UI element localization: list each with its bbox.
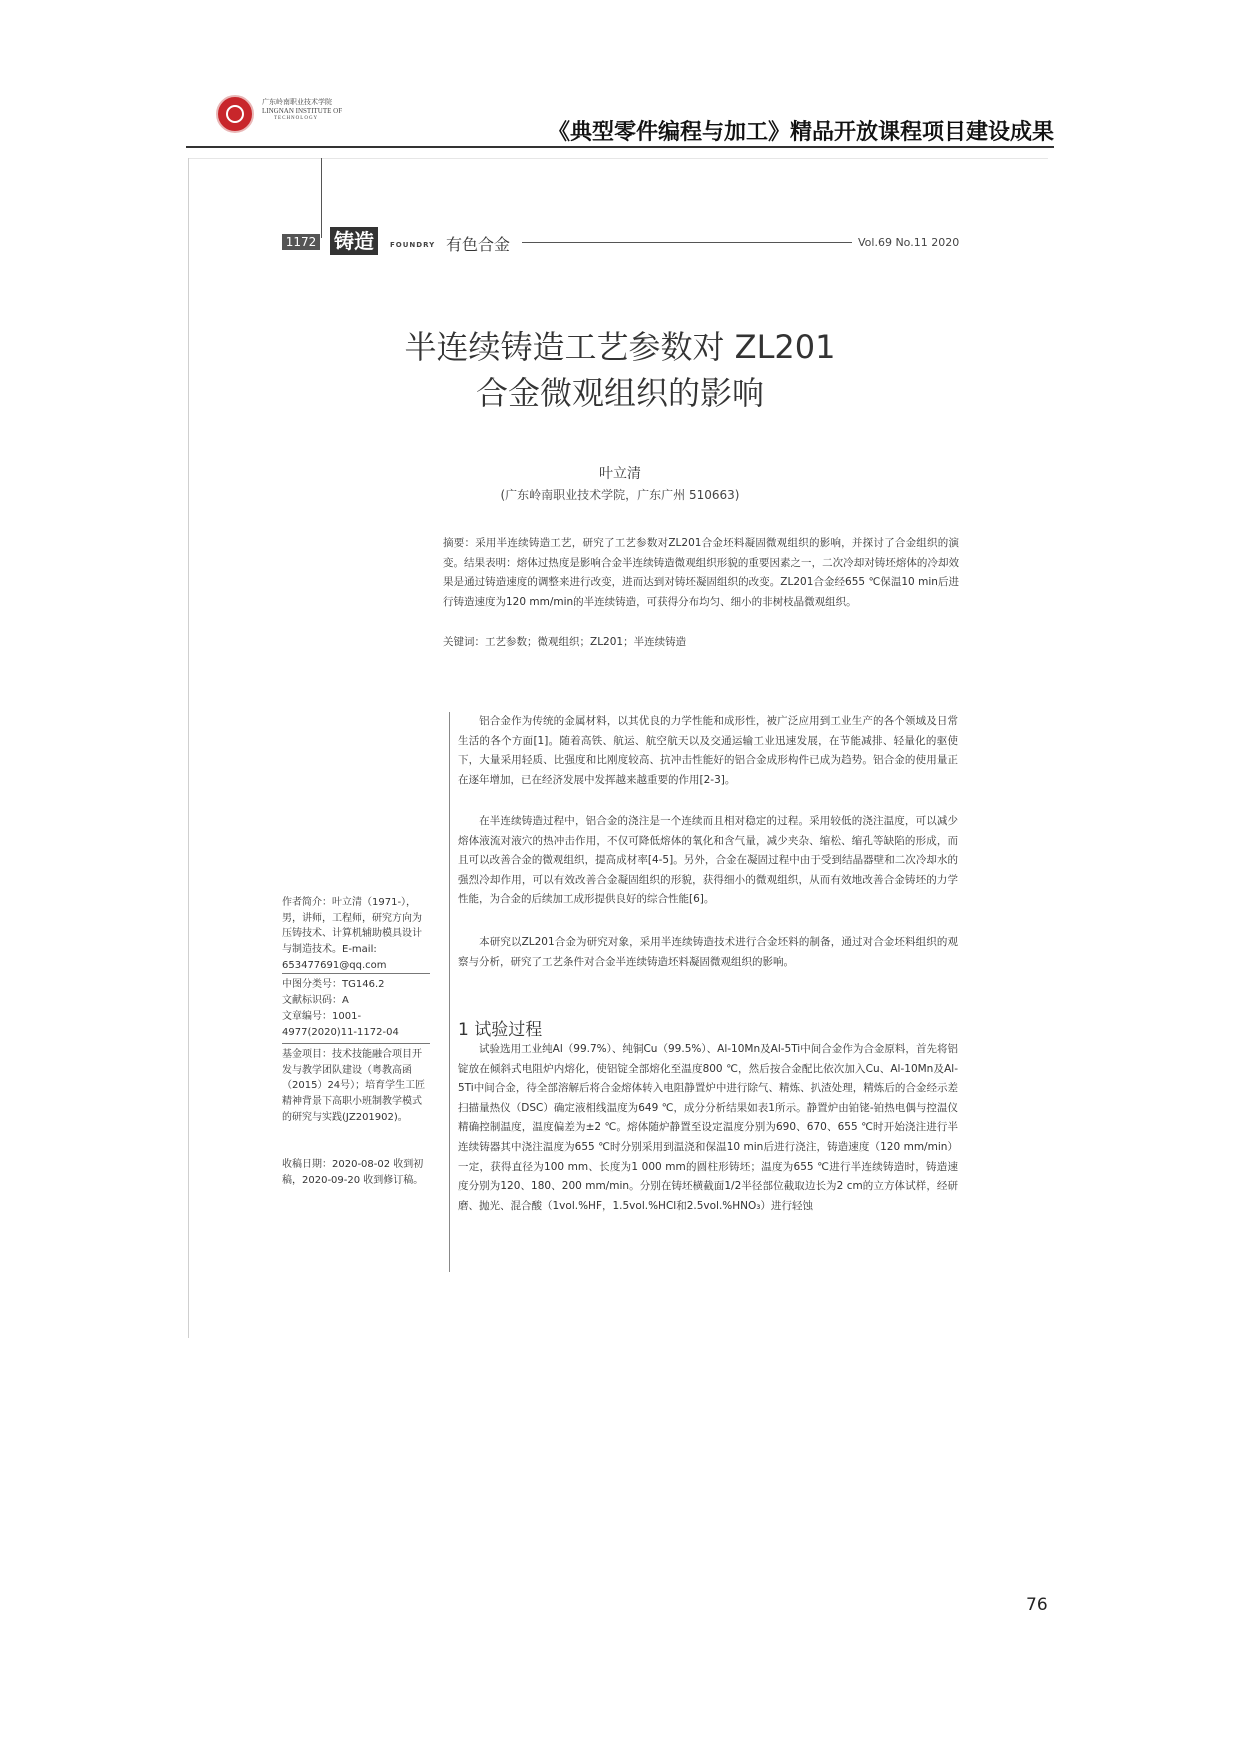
scan-border-left xyxy=(188,158,189,1338)
document-code: 文献标识码：A xyxy=(282,995,349,1006)
logo-english-name: LINGNAN INSTITUTE OF xyxy=(262,107,343,115)
article-abstract: 摘要：采用半连续铸造工艺，研究了工艺参数对ZL201合金坯料凝固微观组织的影响，并探讨了合金组织的演变。结果表明：熔体过热度是影响合金半连续铸造微观组织形貌的重要因素之一，二次冷却对铸坯熔体的冷却效果是通过铸造速度的调整来进行改变，进而达到对铸坯凝固组织的改变。ZL201合金经655 ℃保温10 min后进行铸造速度为120 mm/min的半连续铸造，可获得分布均匀、细小的非树枝晶微观组织。 xyxy=(443,537,959,608)
column-divider xyxy=(449,712,450,1272)
sidebar-divider-1 xyxy=(282,973,430,974)
institute-seal-icon xyxy=(216,95,254,133)
body-paragraph-2-text: 在半连续铸造过程中，铝合金的浇注是一个连续而且相对稳定的过程。采用较低的浇注温度，可以减少熔体液流对液穴的热冲击作用，不仅可降低熔体的氧化和含气量，减少夹杂、缩松、缩孔等缺陷的形成，而且可以改善合金的微观组织，提高成材率[4-5]。另外，合金在凝固过程中由于受到结晶器壁和二次冷却水的强烈冷却作用，可以有效改善合金凝固组织的形貌，获得细小的微观组织，从而有效地改善合金铸坯的力学性能，为合金的后续加工成形提供良好的综合性能[6]。 xyxy=(458,815,958,906)
fund-project: 基金项目：技术技能融合项目开发与教学团队建设（粤教高函（2015）24号）；培育学生工匠精神背景下高职小班制教学模式的研究与实践(JZ201902)。 xyxy=(282,1049,426,1123)
logo-english-name-2: TECHNOLOGY xyxy=(274,116,319,121)
institute-logo xyxy=(216,95,356,137)
body-paragraph-3 xyxy=(458,933,958,972)
article-number: 文章编号：1001-4977(2020)11-1172-04 xyxy=(282,1011,399,1038)
classification-number: 中图分类号：TG146.2 xyxy=(282,979,385,990)
sidebar-divider-2 xyxy=(282,1043,430,1044)
crop-mark xyxy=(321,158,322,238)
course-title: 《典型零件编程与加工》精品开放课程项目建设成果 xyxy=(547,120,1054,145)
journal-name-cn: 铸造 xyxy=(330,227,378,255)
body-paragraph-4 xyxy=(458,1040,958,1216)
body-paragraph-3-text: 本研究以ZL201合金为研究对象，采用半连续铸造技术进行合金坯料的制备，通过对合金坯料组织的观察与分析，研究了工艺条件对合金半连续铸造坯料凝固微观组织的影响。 xyxy=(458,936,958,968)
body-paragraph-4-text: 试验选用工业纯Al（99.7%）、纯铜Cu（99.5%）、Al-10Mn及Al-5Ti中间合金作为合金原料，首先将铝锭放在倾斜式电阻炉内熔化，使铝锭全部熔化至温度800 ℃，然后按合金配比依次加入Cu、Al-10Mn及Al-5Ti中间合金，待全部溶解后将合金熔体转入电阻静置炉中进行除气、精炼、扒渣处理，精炼后的合金经示差扫描量热仪（DSC）确定液相线温度为649 ℃，成分分析结果如表1所示。静置炉由铂铑-铂热电偶与控温仪精确控制温度，温度偏差为±2 ℃。熔体随炉静置至设定温度分别为690、670、655 ℃时开始浇注进行半连续铸器其中浇注温度为655 ℃时分别采用到温浇和保温10 min后进行浇注，铸造速度（120 mm/min）一定，获得直径为100 mm、长度为1 000 mm的圆柱形铸坯；温度为655 ℃进行半连续铸造时，铸造速度分别为120、180、200 mm/min。分别在铸坯横截面1/2半径部位截取边长为2 cm的立方体试样，经研磨、抛光、混合酸（1vol.%HF，1.5vol.%HCl和2.5vol.%HNO₃）进行轻蚀 xyxy=(458,1043,958,1212)
page-number: 76 xyxy=(1026,1595,1048,1615)
body-paragraph-1 xyxy=(458,712,958,790)
article-keywords: 关键词：工艺参数；微观组织；ZL201；半连续铸造 xyxy=(443,636,687,648)
journal-section: 有色合金 xyxy=(446,235,511,254)
journal-header-rule xyxy=(522,242,852,243)
article-title-line-1: 半连续铸造工艺参数对 ZL201 xyxy=(404,328,836,366)
article-author: 叶立清 xyxy=(599,466,641,482)
journal-volume: Vol.69 No.11 2020 xyxy=(858,236,960,249)
journal-name-en: FOUNDRY xyxy=(390,241,436,249)
received-dates: 收稿日期：2020-08-02 收到初稿，2020-09-20 收到修订稿。 xyxy=(282,1159,424,1186)
article-title xyxy=(300,324,940,416)
header-divider xyxy=(186,146,1054,148)
section-heading-1: 1 试验过程 xyxy=(458,1020,543,1040)
scan-border-top xyxy=(188,158,1048,159)
body-paragraph-2 xyxy=(458,812,958,910)
article-title-line-2: 合金微观组织的影响 xyxy=(475,374,764,412)
journal-page-number: 1172 xyxy=(282,234,320,250)
author-introduction: 作者简介：叶立清（1971-），男，讲师，工程师，研究方向为压铸技术、计算机辅助模具设计与制造技术。E-mail: 653477691@qq.com xyxy=(282,897,422,971)
body-paragraph-1-text: 铝合金作为传统的金属材料，以其优良的力学性能和成形性，被广泛应用到工业生产的各个领域及日常生活的各个方面[1]。随着高铁、航运、航空航天以及交通运输工业迅速发展，在节能减排、轻量化的驱使下，大量采用轻质、比强度和比刚度较高、抗冲击性能好的铝合金成形构件已成为趋势。铝合金的使用量正在逐年增加，已在经济发展中发挥越来越重要的作用[2-3]。 xyxy=(458,715,958,786)
logo-chinese-name: 广东岭南职业技术学院 xyxy=(262,98,332,106)
article-affiliation: (广东岭南职业技术学院，广东广州 510663) xyxy=(500,488,740,502)
